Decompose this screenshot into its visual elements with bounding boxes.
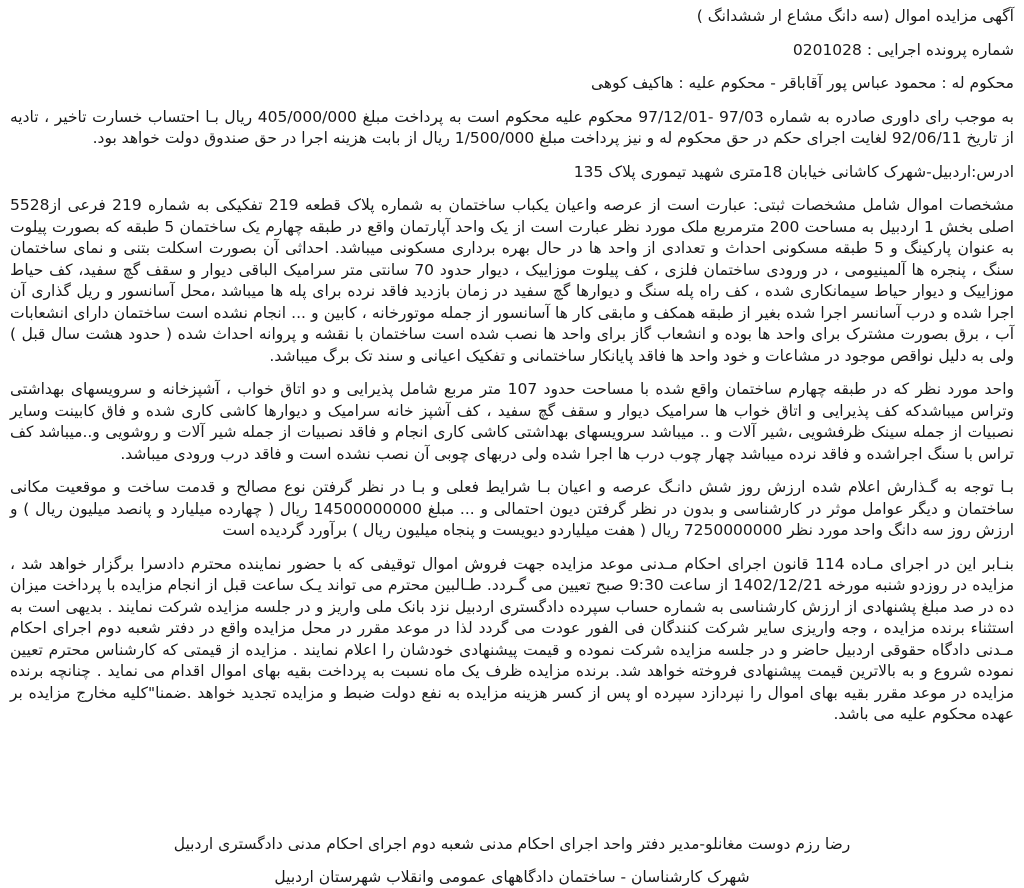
case-number: شماره پرونده اجرایی : 0201028 (792, 40, 1014, 59)
parties-line: محکوم له : محمود عباس پور آقاباقر - محکوم علیه : هاکیف کوهی (591, 74, 1014, 92)
signature-line: رضا رزم دوست مغانلو-مدیر دفتر واحد اجرای احکام مدنی شعبه دوم اجرای احکام مدنی دادگستری اردبیل (173, 834, 851, 853)
property-address: ادرس:اردبیل-شهرک کاشانی خیابان 18متری شهید تیموری پلاک 135 (573, 162, 1014, 181)
verdict-paragraph: به موجب رای داوری صادره به شماره 97/03 -97/12/01 محکوم علیه محکوم است به پرداخت مبلغ 405/000/000 ریال بـا احتساب خسارت تاخیر ، تادیه از تاریخ 92/06/11 لغایت اجرای حکم در حق محکوم له و نیز پرداخت مبلغ 1/500/000 ریال از بابت هزینه اجرا در حق صندوق دولت خواهد بود. (10, 107, 1014, 147)
unit-description-paragraph: واحد مورد نظر که در طبقه چهارم ساختمان واقع شده با مساحت حدود 107 متر مربع شامل پذیرایی و دو اتاق خواب ، آشپزخانه و سرویسهای بهداشتی وتراس میباشدکه کف پذیرایی و اتاق خواب ها سرامیک دیوار و سقف گچ سفید ، کف آشپز خانه سرامیک و دیوارها کاشی کاری شده و فاق کابینت وسایر نصبیات از جمله سینک ظرفشویی ،شیر آلات و .. میباشد سرویسهای بهداشتی کاشی کاری انجام و فاقد نصبیات از جمله شیر آلات و روشویی و..میباشد کف تراس با سنگ اجراشده و فاقد نرده میباشد چهار چوب درب ها اجرا شده ولی دربهای چوبی آن نصب نشده است و فاقد درب ورودی میباشد. (10, 380, 1014, 463)
notice-title: آگهی مزایده اموال (سه دانگ مشاع ار ششدانگ ) (696, 7, 1014, 25)
valuation-paragraph: بـا توجه به گـذارش اعلام شده ارزش روز شش دانـگ عرصه و اعیان بـا شرایط فعلی و بـا در نظر گرفتن نوع مصالح و قدمت ساخت و موقعیت مکانی ساختمان و دیگر عوامل موثر در کارشناسی و بدون در نظر گرفتن دیون احتمالی و ... مبلغ 14500000000 ریال ( چهارده میلیارد و پانصد میلیون ریال ) و ارزش روز سه دانگ واحد مورد نظر 7250000000 ریال ( هفت میلیاردو دیویست و پنجاه میلیون ریال ) برآورد گردیده است (10, 478, 1014, 539)
office-address-line: شهرک کارشناسان - ساختمان دادگاههای عمومی وانقلاب شهرستان اردبیل (274, 867, 750, 886)
auction-terms-paragraph: بنـابر این در اجرای مـاده 114 قانون اجرای احکام مـدنی موعد مزایده جهت فروش اموال توقیفی که با حضور نماینده محترم دادسرا برگزار خواهد شد ، مزایده در روزدو شنبه مورخه 1402/12/21 از ساعت 9:30 صبح تعیین می گـردد. طـالبین محترم می تواند یـک ساعت قبل از انجام مزایده با پرداخت میزان ده در صد مبلغ پشنهادی از ارزش کارشناسی به شماره حساب سپرده دادگستری اردبیل نزد بانک ملی واریز و در جلسه مزایده شرکت نمایند . بدیهی است به استثناء برنده مزایده ، وجه واریزی سایر شرکت کنندگان فی الفور عودت می گردد لذا در موعد مقرر در محل مزایده واقع در دفتر شعبه دوم اجرای احکام مـدنی دادگاه حقوقی اردبیل حاضر و در جلسه مزایده شرکت نموده و قیمت پیشنهادی خودشان را اعلام نمایند . مزایده از قیمتی که کارشناس محترم تعیین نموده شروع و به بالاترین قیمت پیشنهادی فروخته خواهد شد. برنده مزایده ظرف یک ماه نسبت به پرداخت بقیه بهای اموال اقدام می نماید . چنانچه برنده مزایده در موعد مقرر بقیه بهای اموال را نپردازد سپرده او پس از کسر هزینه مزایده به نفع دولت ضبط و مزایده تجدید خواهد .ضمنا"کلیه مخارج مزایده بر عهده محکوم علیه می باشد. (10, 554, 1015, 723)
property-specs-paragraph: مشخصات اموال شامل مشخصات ثبتی: عبارت است از عرصه واعیان یکباب ساختمان به شماره پلاک قطعه 219 تفکیکی به شماره 219 فرعی از5528 اصلی بخش 1 اردبیل به مساحت 200 مترمربع ملک مورد نظر عبارت است از یک واحد آپارتمان واقع در طبقه چهارم یک ساختمان 5 طبقه که بصورت پیلوت به عنوان پارکینگ و 5 طبقه مسکونی احداث و تعدادی از واحد ها در حال بهره برداری مسکونی میباشد. احداثی آن بصورت اسکلت بتنی و نمای ساختمان سنگ ، پنجره ها آلمینیومی ، در ورودی ساختمان فلزی ، کف پیلوت موزاییک ، دیوار حدود 70 سانتی متر سرامیک الباقی دیوار و سقف گچ سفید، کف حیاط موزاییک و دیوار حیاط سیمانکاری شده ، کف راه پله سنگ و دیوارها گچ سفید در زمان بازدید فاقد نرده برای پله ها میباشد ،محل آسانسور و ریل گذاری آن اجرا شده و درب آسانسر اجرا شده بغیر از طبقه همکف و مابقی کار ها آسانسور از جمله موتورخانه ، کابین و ... انجام نشده است ساختمان دارای انشعابات آب ، برق بصورت مشترک برای واحد ها بوده و انشعاب گاز برای واحد ها نصب شده است ساختمان با نقشه و پروانه احداث شده ( حدود هشت سال قبل ) ولی به دلیل نواقص موجود در مشاعات و خود واحد ها فاقد پایانکار ساختمانی و تفکیک اعیانی و سند تک برگ میباشد. (10, 196, 1015, 365)
